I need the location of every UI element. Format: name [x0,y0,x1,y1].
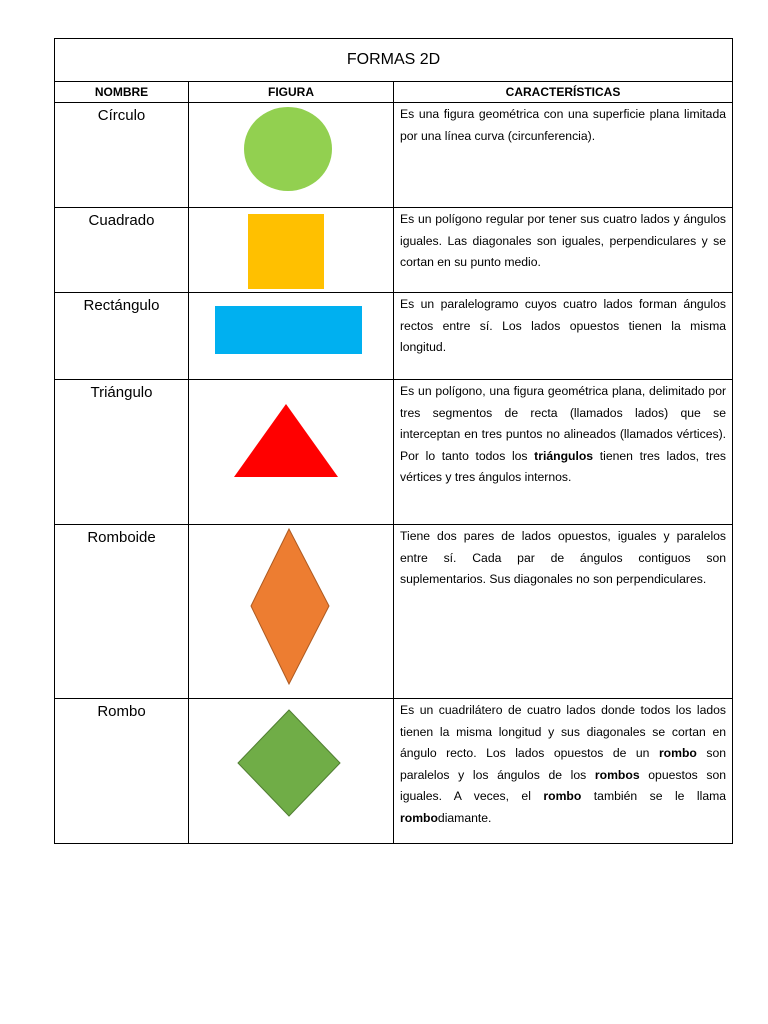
shape-name-label: Triángulo [90,384,153,401]
text-part: también se le llama [581,789,727,803]
rhomboid-shape [251,529,329,684]
table-row [55,525,733,699]
text-part: Es un polígono, una figura geométrica plana, delimitado por tres segmentos de recta (llamados lados) que se interceptan en tres puntos no alineados (llamados vértices). Por lo tanto todos los [400,384,727,463]
rhomboid-figure [189,525,394,698]
text-part: Es un cuadrilátero de cuatro lados donde todos los lados tienen la misma longitud y sus diagonales se cortan en ángulo recto. Los lados opuestos de un [400,703,727,760]
shape-description [394,380,733,525]
square-shape [248,214,324,289]
table-row [55,103,733,208]
header-name: NOMBRE [55,82,189,103]
circle-figure [189,103,394,207]
table-row [55,699,733,844]
shape-name [55,293,189,380]
text-part: tienen tres lados, tres vértices y tres ángulos internos. [400,448,727,484]
shape-name-label: Rectángulo [83,297,160,314]
description-text: Es un polígono regular por tener sus cuatro lados y ángulos iguales. Las diagonales son iguales, perpendiculares y se cortan en su punto medio. [400,212,727,269]
text-bold: triángulos [534,448,594,463]
shape-figure-cell [189,293,394,380]
description-text: Es un paralelogramo cuyos cuatro lados forman ángulos rectos entre sí. Los lados opuestos tienen la misma longitud. [400,297,727,354]
table-title: FORMAS 2D [55,39,733,82]
description-text: Es una figura geométrica con una superficie plana limitada por una línea curva (circunferencia). [400,107,727,143]
circle-shape [244,107,332,191]
table-row [55,380,733,525]
header-row [55,82,733,103]
header-figure: FIGURA [189,82,394,103]
header-features: CARACTERÍSTICAS [394,82,733,103]
shape-figure-cell [189,380,394,525]
description-text [400,700,726,829]
shape-name-label: Romboide [87,529,156,546]
shape-figure-cell [189,699,394,844]
shape-description [394,699,733,844]
square-figure [189,208,394,292]
shape-description [394,103,733,208]
shape-name [55,208,189,293]
shape-name [55,525,189,699]
shape-name [55,380,189,525]
description-text [400,381,726,489]
rectangle-figure [189,293,394,379]
triangle-shape [234,404,338,477]
shape-name-label: Rombo [97,703,146,720]
shape-figure-cell [189,525,394,699]
shape-name-label: Círculo [97,107,146,124]
rectangle-shape [215,306,362,354]
description-text: Tiene dos pares de lados opuestos, iguales y paralelos entre sí. Cada par de ángulos contiguos son suplementarios. Sus diagonales no son perpendiculares. [400,529,727,586]
table-row [55,293,733,380]
shape-name-label: Cuadrado [88,212,155,229]
shape-figure-cell [189,103,394,208]
shape-name [55,699,189,844]
table-row [55,208,733,293]
text-part: opuestos son iguales. A veces, el [400,767,727,803]
shape-description [394,525,733,699]
shape-description [394,293,733,380]
title-row [55,39,733,82]
text-bold: rombos [594,767,640,782]
triangle-figure [189,380,394,524]
text-bold: rombo [543,789,582,803]
text-bold: rombo [658,746,697,760]
text-bold: rombo [400,810,438,825]
shape-name [55,103,189,208]
shape-figure-cell [189,208,394,293]
shapes-table [54,38,733,844]
text-part: diamante. [437,810,492,825]
text-part: son paralelos y los ángulos de los [400,746,727,782]
rhombus-figure [189,699,394,843]
shape-description [394,208,733,293]
rhombus-shape [238,710,340,816]
